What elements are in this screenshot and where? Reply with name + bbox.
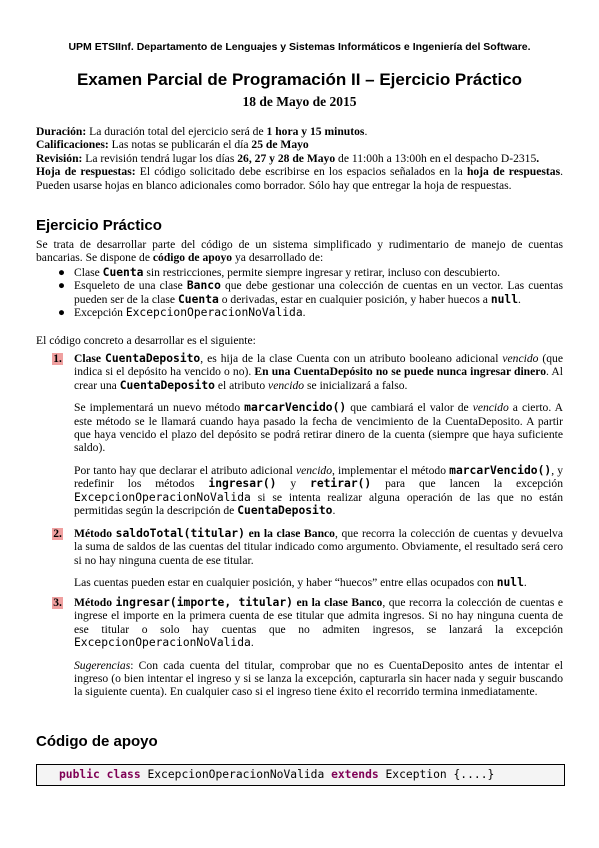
list-item: ● Excepción ExcepcionOperacionNoValida.: [58, 306, 306, 320]
exam-title: Examen Parcial de Programación II – Ejercicio Práctico: [76, 70, 523, 89]
code-line: public class ExcepcionOperacionNoValida extends Exception {....}: [59, 768, 495, 781]
item-number: 2.: [53, 528, 62, 540]
item-number: 3.: [53, 597, 62, 609]
code-box: [36, 764, 565, 786]
hoja-respuestas-line: Hoja de respuestas: El código solicitado debe escribirse en los espacios señalados en la hoja de respuestas. Pueden usarse hojas en blanco adicionales como borrador. Sólo hay que entregar la hoja de respuestas.: [36, 165, 563, 192]
bullet-list: [58, 266, 563, 320]
item-1-p1: 1. Clase CuentaDeposito, es hija de la clase Cuenta con un atributo booleano adicional vencido (que indica si el depósito ha vencido o no). En una CuentaDepósito no se puede nunca ingresar dinero. Al crear una CuentaDeposito el atributo vencido se inicializará a falso.: [53, 352, 563, 392]
revision-line: Revisión: La revisión tendrá lugar los días 26, 27 y 28 de Mayo de 11:00h a 13:00h en el despacho D-2315.: [36, 151, 540, 165]
item-3-p2: Sugerencias: Con cada cuenta del titular, comprobar que no es CuentaDeposito antes de intentar el ingreso (o bien intentar el ingreso y si se lanza la excepción, capturarla sin hacer nada y seguir buscando la siguiente cuenta). En cualquier caso si el ingreso tiene éxito el recorrido termina inmediatamente.: [74, 658, 563, 699]
item-3: [53, 596, 563, 699]
ejercicio-intro: Se trata de desarrollar parte del código de un sistema simplificado y rudimentario de manejo de cuentas bancarias. Se dispone de código de apoyo ya desarrollado de:: [36, 238, 563, 265]
department-header: UPM ETSIInf. Departamento de Lenguajes y Sistemas Informáticos e Ingeniería del Software.: [68, 41, 531, 53]
list-item: ● Esqueleto de una clase Banco que debe gestionar una colección de cuentas en un vector. Las cuentas pueden ser de la clase Cuenta o derivadas, estar en cualquier posición, y haber huecos a null.: [58, 279, 563, 306]
item-1-p2: Se implementará un nuevo método marcarVencido() que cambiará el valor de vencido a cierto. A este método se le llamará cuando haya pasado la fecha de vencimiento de la CuentaDeposito. A partir que haya vencido el plazo del depósito se podrá retirar dinero de la cuenta (siempre que haya suficiente saldo).: [74, 401, 563, 455]
apoyo-heading: Código de apoyo: [36, 733, 158, 750]
item-1-p3: Por tanto hay que declarar el atributo adicional vencido, implementar el método marcarVencido(), y redefinir los métodos ingresar() y retirar() para que lancen la excepción ExcepcionOperacionNoValida si se intenta realizar alguna operación de las que no están permitidas según la descripción de CuentaDeposito.: [74, 463, 564, 518]
item-3-p1: 3. Método ingresar(importe, titular) en la clase Banco, que recorra la colección de cuentas e ingrese el importe en la primera cuenta de ese titular que admita ingresos. Si no hay ninguna cuenta de ese titular o solo hay cuentas que no admiten ingresos, se lanzará la excepción ExcepcionOperacionNoValida.: [53, 596, 563, 650]
item-2-p1: 2. Método saldoTotal(titular) en la clase Banco, que recorra la colección de cuentas y devuelva la suma de saldos de las cuentas del titular indicado como argumento. Obviamente, el resultado será cero si no hay ninguna cuenta de ese titular.: [53, 527, 564, 567]
concreto-text: El código concreto a desarrollar es el siguiente:: [36, 334, 256, 347]
duracion-line: Duración: La duración total del ejercicio será de 1 hora y 15 minutos.: [36, 125, 368, 138]
item-number: 1.: [53, 353, 62, 365]
exam-date: 18 de Mayo de 2015: [242, 94, 357, 109]
item-2: [53, 527, 564, 590]
calificaciones-line: Calificaciones: Las notas se publicarán el día 25 de Mayo: [36, 138, 309, 152]
item-2-p2: Las cuentas pueden estar en cualquier posición, y haber “huecos” entre ellas ocupados con null.: [74, 576, 527, 590]
list-item: ● Clase Cuenta sin restricciones, permite siempre ingresar y retirar, incluso con descubierto.: [58, 266, 501, 279]
ejercicio-heading: Ejercicio Práctico: [36, 217, 162, 234]
info-block: [36, 125, 563, 192]
item-1: [53, 352, 564, 518]
